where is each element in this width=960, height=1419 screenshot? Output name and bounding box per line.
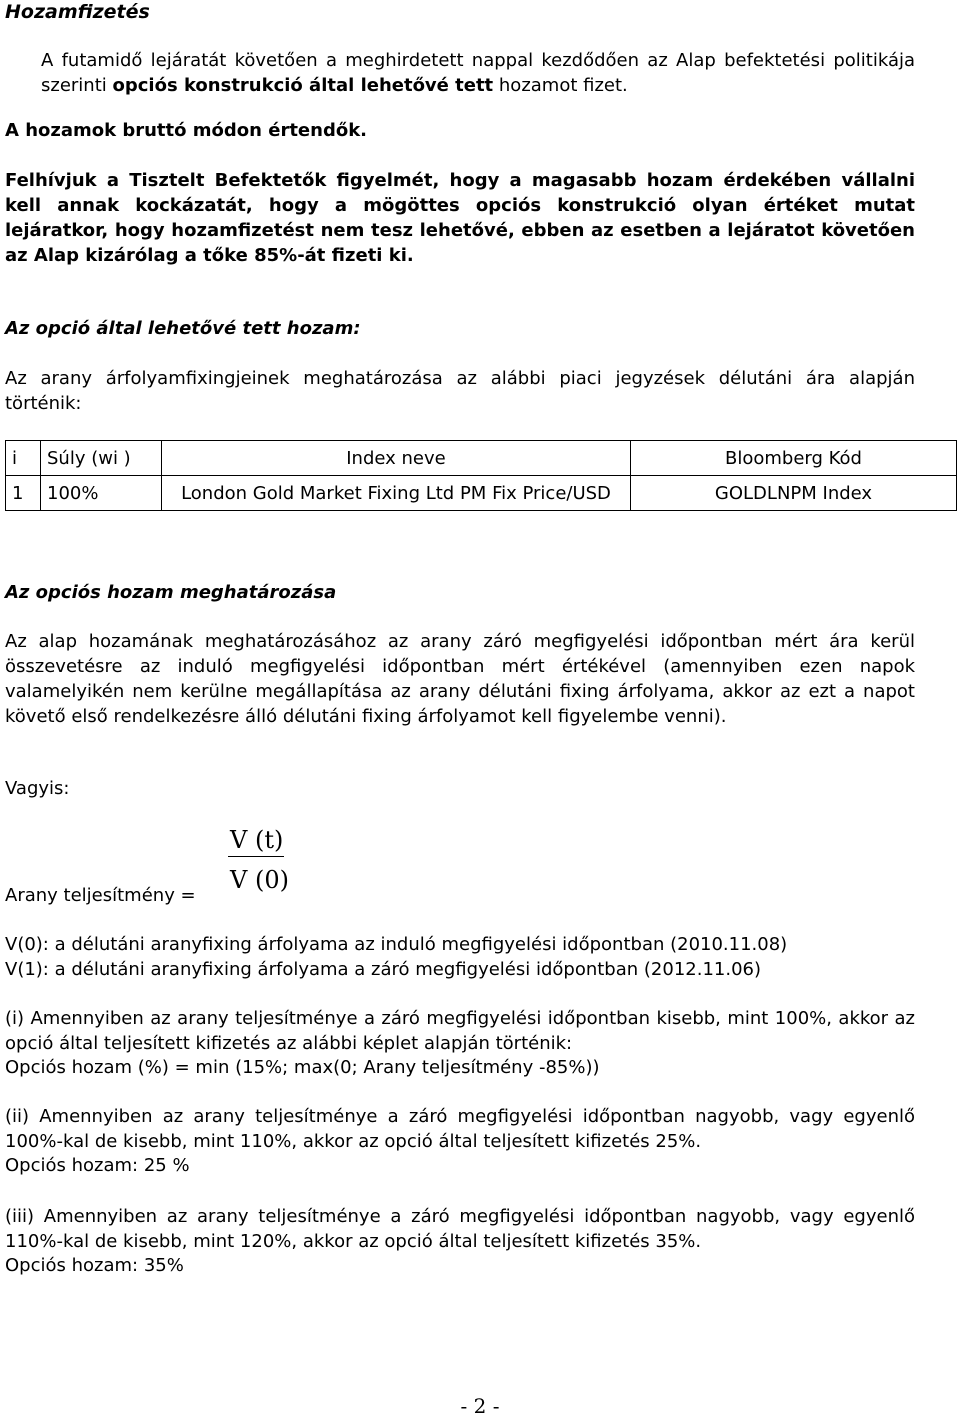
table-header-cell: i [6,441,41,476]
table-cell: London Gold Market Fixing Ltd PM Fix Price/USD [162,476,631,511]
fraction-bar [228,856,284,857]
section-yield-determination-text: Az alap hozamának meghatározásához az arany záró megfigyelési időpontban mért ára kerül összevetésre az induló megfigyelési időpontban mért értékével (amennyiben ezen napok valamelyikén nem kerülne megállapítása az arany délutáni fixing árfolyama, akkor az ezt a napot követő első rendelkezésre álló délutáni fixing árfolyamot kell figyelembe venni). [5,631,915,727]
section-option-yield-title: Az opció által lehetővé tett hozam: [5,318,361,339]
formula-denominator: V (0) [230,866,289,894]
paragraph-payout [41,48,915,98]
paragraph-payout-post: hozamot fizet. [493,75,628,96]
formula-label: Arany teljesítmény = [5,885,196,906]
heading-hozamfizetes: Hozamfizetés [5,1,150,23]
table-cell: 1 [6,476,41,511]
paragraph-risk-warning: Felhívjuk a Tisztelt Befektetők figyelmét, hogy a magasabb hozam érdekében vállalni kell annak kockázatát, hogy a mögöttes opciós konstrukció olyan értéket mutat lejáratkor, hogy hozamfizetést nem tesz lehetővé, ebben az esetben a lejáratot követően az Alap kizárólag a tőke 85%-át fizeti ki. [5,170,915,266]
case-iii-result: Opciós hozam: 35% [5,1255,184,1276]
case-ii-result: Opciós hozam: 25 % [5,1155,190,1176]
table-header-cell: Bloomberg Kód [631,441,957,476]
table-header-row [6,441,957,476]
case-iii-text: (iii) Amennyiben az arany teljesítménye a záró megfigyelési időpontban nagyobb, vagy egyenlő 110%-kal de kisebb, mint 120%, akkor az opció által teljesített kifizetés 35%. [5,1206,915,1252]
table-row [6,476,957,511]
paragraph-payout-bold: opciós konstrukció által lehetővé tett [112,75,494,96]
table-cell: 100% [41,476,162,511]
case-i-text: (i) Amennyiben az arany teljesítménye a záró megfigyelési időpontban kisebb, mint 100%, akkor az opció által teljesített kifizetés az alábbi képlet alapján történik: [5,1008,915,1054]
paragraph-gross: A hozamok bruttó módon értendők. [5,120,368,141]
case-ii-text: (ii) Amennyiben az arany teljesítménye a záró megfigyelési időpontban nagyobb, vagy egyenlő 100%-kal de kisebb, mint 110%, akkor az opció által teljesített kifizetés 25%. [5,1106,915,1152]
case-i-result: Opciós hozam (%) = min (15%; max(0; Arany teljesítmény -85%)) [5,1057,600,1078]
paragraph-payout-pre: A futamidő lejáratát követően a meghirdetett nappal kezdődően az Alap befektetési politikája szerinti [41,50,915,96]
section-yield-determination-title: Az opciós hozam meghatározása [5,582,337,603]
index-table [5,440,957,511]
section-option-yield-text: Az arany árfolyamfixingjeinek meghatározása az alábbi piaci jegyzések délutáni ára alapján történik: [5,368,915,414]
table-cell: GOLDLNPM Index [631,476,957,511]
vagyis-label: Vagyis: [5,778,70,799]
formula-numerator: V (t) [230,826,284,854]
table-header-cell: Index neve [162,441,631,476]
table-header-cell: Súly (wi ) [41,441,162,476]
page-number: - 2 - [460,1394,500,1418]
definition-v1: V(1): a délutáni aranyfixing árfolyama a záró megfigyelési időpontban (2012.11.06) [5,959,761,980]
definition-v0: V(0): a délutáni aranyfixing árfolyama az induló megfigyelési időpontban (2010.11.08) [5,934,788,955]
